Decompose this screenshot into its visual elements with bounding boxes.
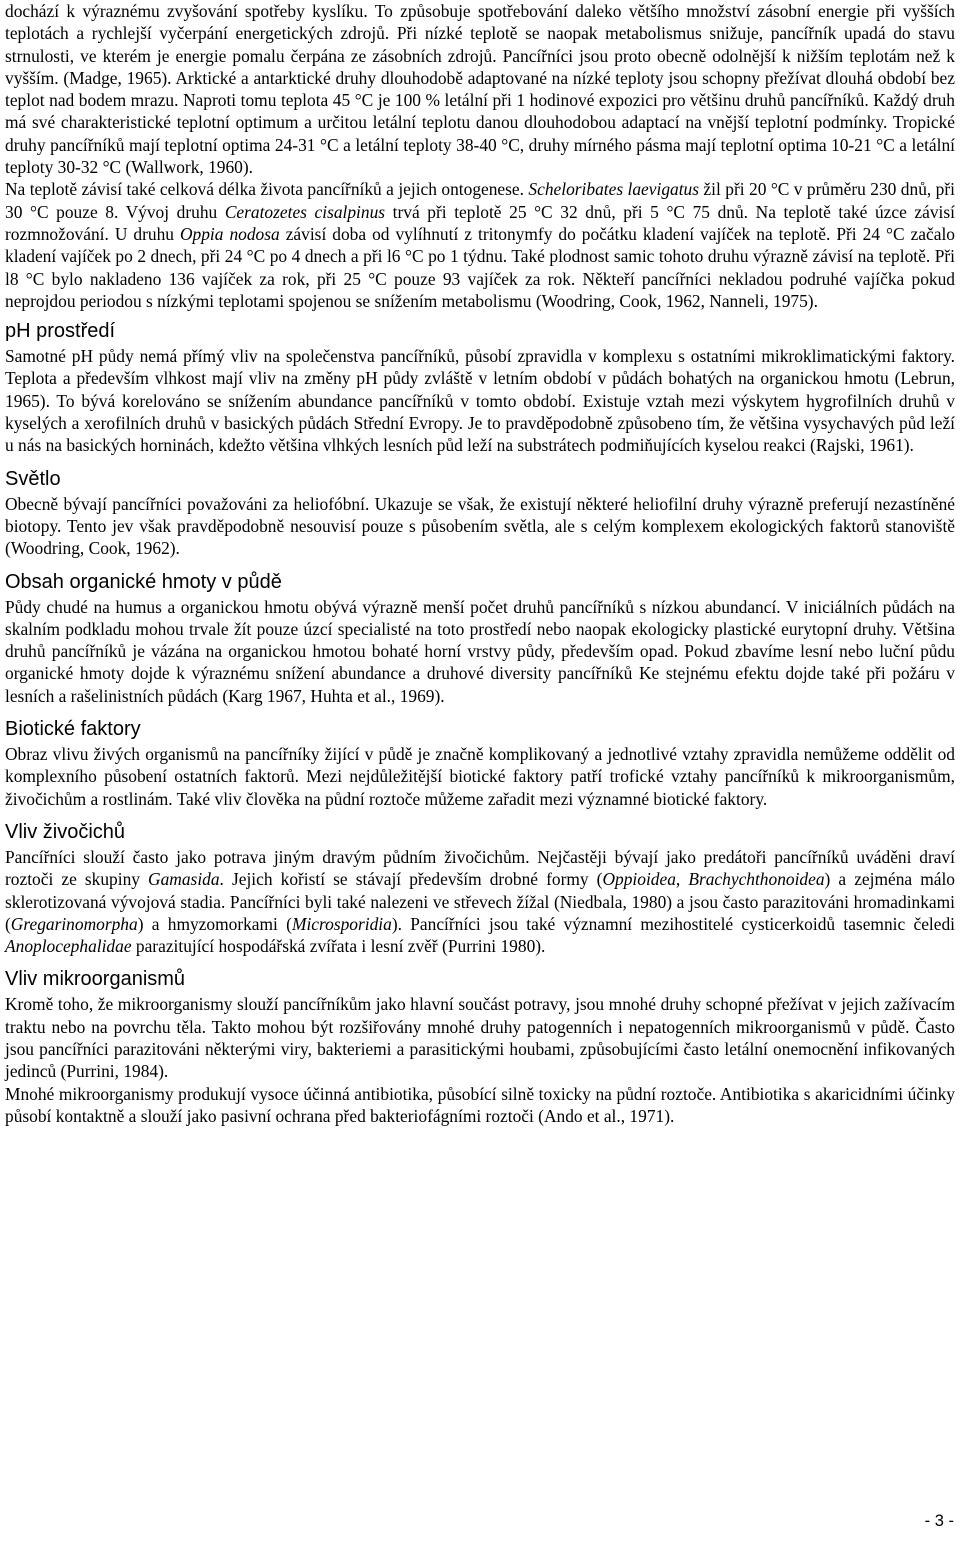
italic-taxon: Microsporidia: [291, 913, 392, 934]
paragraph: [5, 743, 955, 810]
italic-taxon: Gamasida: [148, 869, 220, 890]
text-run: žil při 20 °C v průměru 230 dnů, při 30 °C pouze 8. Vývoj druhu: [5, 179, 955, 222]
text-run: ,: [675, 869, 689, 890]
section-heading: Vliv mikroorganismů: [5, 968, 186, 991]
paragraph: [5, 1083, 955, 1128]
text-run: ) a hmyzomorkami (: [137, 913, 292, 934]
text-run: . Jejich kořistí se stávají především drobné formy (: [219, 869, 603, 890]
paragraph: [5, 596, 955, 707]
italic-taxon: Oppioidea: [602, 869, 676, 890]
italic-taxon: Oppia nodosa: [179, 223, 280, 244]
document-page: [5, 0, 955, 1127]
section-heading: Obsah organické hmoty v půdě: [5, 570, 282, 593]
text-run: Obecně bývají pancířníci považováni za heliofóbní. Ukazuje se však, že existují některé heliofilní druhy výrazně preferují nezastíněné biotopy. Tento jev však pravděpodobně nesouvisí pouze s působením světla, ale s celým komplexem ekologických faktorů stanoviště (Woodring, Cook, 1962).: [5, 493, 955, 559]
paragraph: [5, 993, 955, 1082]
section-heading: Světlo: [5, 467, 61, 490]
text-run: ). Pancířníci jsou také významní mezihostitelé cysticerkoidů tasemnic čeledi: [391, 913, 955, 934]
text-run: Na teplotě závisí také celková délka života pancířníků a jejich ontogenese.: [5, 179, 529, 200]
text-run: Půdy chudé na humus a organickou hmotu obývá výrazně menší počet druhů pancířníků s nízkou abundancí. V iniciálních půdách na skalním podkladu mohou trvale žít pouze úzcí specialisté na toto prostředí nebo naopak ekologicky plastické eurytopní druhy. Většina druhů pancířníků je vázána na organickou hmotou bohaté horní vrstvy půdy, především opad. Pokud zbavíme lesní nebo luční půdu organické hmoty dojde k výraznému snížení abundance a druhové diversity pancířníků Ke stejnému efektu dojde také při požáru v lesních a rašelinistních půdách (Karg 1967, Huhta et al., 1969).: [5, 596, 955, 706]
italic-taxon: Gregarinomorpha: [10, 913, 138, 934]
italic-taxon: Anoplocephalidae: [5, 936, 132, 957]
italic-taxon: Scheloribates laevigatus: [528, 179, 699, 200]
document-body: [5, 0, 955, 1127]
paragraph: [5, 0, 955, 178]
paragraph: [5, 846, 955, 957]
text-run: Pancířníci slouží často jako potrava jiným dravým půdním živočichům. Nejčastěji bývají jako predátoři pancířníků uváděni draví roztoči ze skupiny: [5, 846, 955, 890]
paragraph: [5, 345, 955, 456]
text-run: Samotné pH půdy nemá přímý vliv na společenstva pancířníků, působí zpravidla v komplexu s ostatními mikroklimatickými faktory. Teplota a především vlhkost mají vliv na změny pH půdy zvláště v letním období v půdách bohatých na organickou hmotu (Lebrun, 1965). To bývá korelováno se snížením abundance pancířníků v tomto období. Existuje vztah mezi výskytem hygrofilních druhů v kyselých a xerofilních druhů v basických půdách Střední Evropy. Je to pravděpodobně způsobeno tím, že většina vysychavých půd leží u nás na basických horninách, kdežto většina vlhkých lesních půd leží na substrátech podmiňujících kyselou reakci (Rajski, 1961).: [5, 346, 955, 456]
paragraph: [5, 178, 955, 312]
text-run: parazitující hospodářská zvířata i lesní zvěř (Purrini 1980).: [131, 936, 546, 957]
section-heading: Biotické faktory: [5, 718, 141, 741]
page-number: - 3 -: [924, 1512, 954, 1530]
paragraph: [5, 493, 955, 560]
italic-taxon: Ceratozetes cisalpinus: [224, 201, 386, 222]
text-run: ) a zejména málo sklerotizovaná vývojová stadia. Pancířníci byli také nalezeni ve střevech žížal (Niedbala, 1980) a jsou často parazitováni hromadinkami (: [5, 869, 955, 934]
text-run: závisí doba od vylíhnutí z tritonymfy do počátku kladení vajíček na teplotě. Při 24 °C začalo kladení vajíček po 2 dnech, při 24 °C po 4 dnech a při l6 °C po 1 týdnu. Také plodnost samic tohoto druhu výrazně závisí na teplotě. Při l8 °C bylo nakladeno 136 vajíček za rok, při 25 °C pouze 93 vajíček za rok. Někteří pancířníci nekladou podruhé vajíčka pokud neprojdou periodou s nízkými teplotami spojenou se snížením metabolismu (Woodring, Cook, 1962, Nanneli, 1975).: [5, 223, 955, 311]
text-run: Obraz vlivu živých organismů na pancířníky žijící v půdě je značně komplikovaný a jednotlivé vztahy zpravidla nemůžeme oddělit od komplexního působení ostatních faktorů. Mezi nejdůležitější biotické faktory patří trofické vztahy pancířníků k mikroorganismům, živočichům a rostlinám. Také vliv člověka na půdní roztoče můžeme zařadit mezi významné biotické faktory.: [5, 744, 955, 809]
section-heading: pH prostředí: [5, 320, 116, 343]
section-heading: Vliv živočichů: [5, 820, 126, 843]
text-run: Mnohé mikroorganismy produkují vysoce účinná antibiotika, působící silně toxicky na půdní roztoče. Antibiotika s akaricidními účinky působí kontaktně a slouží jako pasivní ochrana před bakteriofágními roztoči (Ando et al., 1971).: [5, 1083, 955, 1126]
text-run: trvá při teplotě 25 °C 32 dnů, při 5 °C 75 dnů. Na teplotě také úzce závisí rozmnožování. U druhu: [5, 201, 955, 244]
italic-taxon: Brachychthonoidea: [688, 869, 825, 890]
text-run: dochází k výraznému zvyšování spotřeby kyslíku. To způsobuje spotřebování daleko většího množství zásobní energie při vyšších teplotách a rychlejší vyčerpání energetických zdrojů. Při nízké teplotě se naopak metabolismus snižuje, pancířník upadá do stavu strnulosti, ve kterém je energie pomalu čerpána ze zásobních zdrojů. Pancířníci jsou proto obecně odolnější k nižším teplotám než k vyšším. (Madge, 1965). Arktické a antarktické druhy dlouhodobě adaptované na nízké teploty jsou schopny přežívat dlouhá období bez teplot nad bodem mrazu. Naproti tomu teplota 45 °C je 100 % letální při 1 hodinové expozici pro většinu druhů pancířníků. Každý druh má své charakteristické teplotní optimum a určitou letální teplotu danou dlouhodobou adaptací na vnější teplotní podmínky. Tropické druhy pancířníků mají teplotní optima 24-31 °C a letální teploty 38-40 °C, druhy mírného pásma mají teplotní optima 10-21 °C a letální teploty 30-32 °C (Wallwork, 1960).: [5, 1, 955, 178]
text-run: Kromě toho, že mikroorganismy slouží pancířníkům jako hlavní součást potravy, jsou mnohé druhy schopné přežívat v jejich zažívacím traktu nebo na povrchu těla. Takto mohou být rozšiřovány mnohé druhy patogenních i nepatogenních mikroorganismů v půdě. Často jsou pancířníci parazitováni některými viry, bakteriemi a parasitickými houbami, způsobujícími často letální onemocnění infikovaných jedinců (Purrini, 1984).: [5, 994, 955, 1082]
